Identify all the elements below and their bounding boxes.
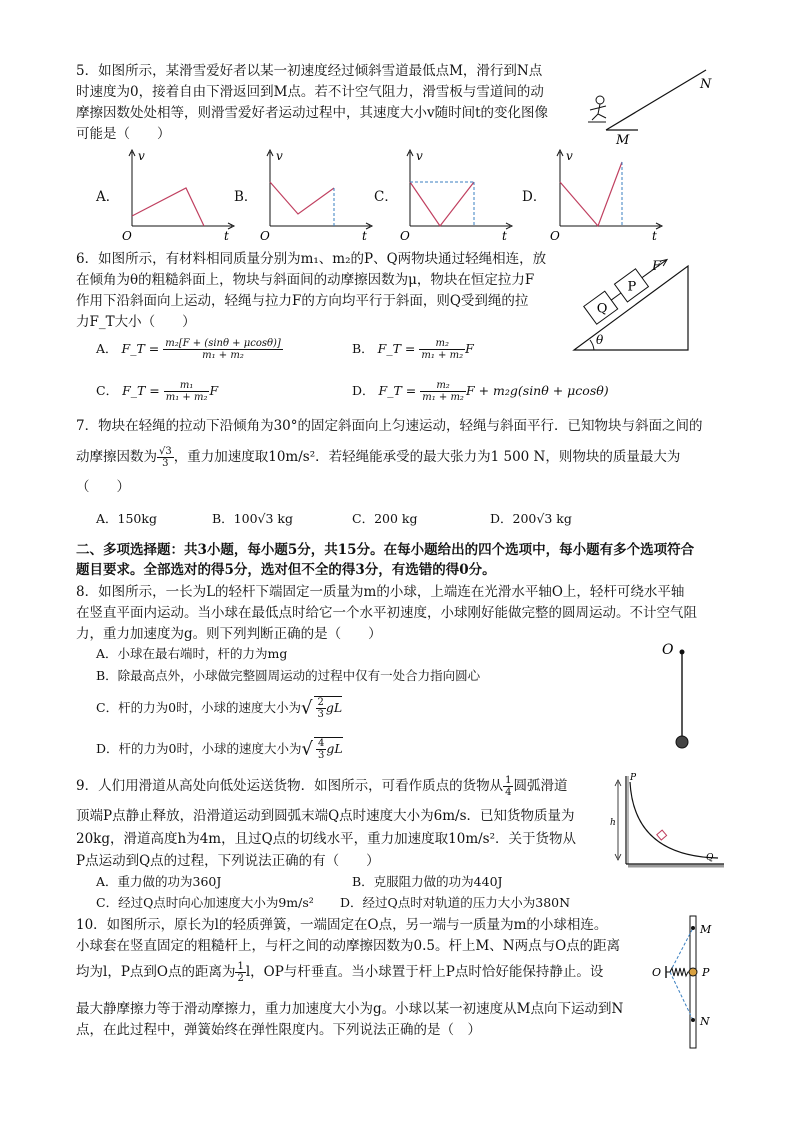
point-P-label: P [630,773,637,783]
incline-figure [570,256,700,356]
q10-line-5: 点，在此过程中，弹簧始终在弹性限度内。下列说法正确的是（ ） [76,1022,481,1038]
q10-line-1: 10．如图所示，原长为l的轻质弹簧，一端固定在O点，另一端与一质量为m的小球相连。 [76,917,608,933]
point-N-label: N [700,1015,710,1028]
q9-option-C: C．经过Q点时向心加速度大小为9m/s² [96,895,314,910]
graph-A-o: O [122,229,132,243]
ski-slope-figure [576,58,726,148]
q6-line-3: 作用下沿斜面向上运动，轻绳与拉力F的方向均平行于斜面，则Q受到绳的拉 [76,293,529,309]
q5-line-2: 时速度为0，接着自由下滑返回到M点。若不计空气阻力，滑雪板与雪道间的动 [76,84,544,100]
graph-A-v: v [138,149,145,163]
slide-figure [604,770,730,870]
spring-rod-figure [648,912,724,1052]
block-Q-label: Q [596,301,608,317]
q8-line-1: 8．如图所示，一长为L的轻杆下端固定一质量为m的小球，上端连在光滑水平轴O上，轻杆可绕水平轴 [76,584,685,600]
q9-line-1: 9．人们用滑道从高处向低处运送货物．如图所示，可看作质点的货物从 $\frac{1}{4}$ 圆弧滑道 [76,775,568,798]
graph-B [258,148,378,244]
q6-option-A: A． F_T = $\frac{\text{m₂[F + (sinθ + μcosθ)]}}{\text{m₁ + m₂}}$ [96,338,281,361]
q8-line-3: 力，重力加速度为g。则下列判断正确的是（ ） [76,626,382,642]
q7-option-A: A．150kg [96,511,157,526]
graph-B-letter: B． [234,189,258,205]
graph-A [120,148,240,244]
graph-D-letter: D． [522,189,547,205]
q10-line-2: 小球套在竖直固定的粗糙杆上，与杆之间的动摩擦因数为0.5。杆上M、N两点与O点的距离 [76,938,621,954]
graph-C-v: v [416,149,423,163]
graph-B-o: O [260,229,270,243]
point-M-label: M [700,923,712,936]
q7-option-B: B．100√3 kg [212,511,294,526]
q7-line-2: 动摩擦因数为 $\frac{√3}{3}$ ，重力加速度取10m/s²．若轻绳能承受的最大张力为1 500 N，则物块的质量最大为 [76,446,681,469]
graph-A-t: t [224,229,229,243]
graph-A-letter: A． [96,189,120,205]
q10-line-4: 最大静摩擦力等于滑动摩擦力，重力加速度大小为g。小球以某一初速度从M点向下运动到N [76,1001,624,1017]
graph-D-o: O [550,229,560,243]
label-M: M [616,133,630,148]
q8-option-C: C．杆的力为0时，小球的速度大小为√ $\frac{2}{3}$ gL [96,697,343,720]
graph-D [548,148,668,244]
q7-line-3: （ ） [76,479,130,495]
q7-option-C: C．200 kg [352,511,418,526]
axis-O-label: O [662,642,674,658]
graph-C-t: t [502,229,507,243]
rod-ball-figure [658,640,698,760]
q9-option-A: A．重力做的功为360J [96,874,222,889]
q7-option-D: D．200√3 kg [490,511,572,526]
graph-C-letter: C． [374,189,398,205]
q6-line-4: 力F_T大小（ ） [76,314,196,330]
q10-line-3: 均为l，P点到O点的距离为 $\frac{1}{2}$ l，OP与杆垂直。当小球置于杆上P点时恰好能保持静止。设 [76,961,604,984]
graph-B-v: v [276,149,283,163]
section2-heading-line-2: 题目要求。全部选对的得5分，选对但不全的得3分，有选错的得0分。 [76,562,496,578]
point-O-label: O [652,966,662,979]
q5-line-3: 摩擦因数处处相等，则滑雪爱好者运动过程中，其速度大小v随时间t的变化图像 [76,105,549,121]
q5-line-1: 5．如图所示，某滑雪爱好者以某一初速度经过倾斜雪道最低点M，滑行到N点 [76,63,543,79]
q8-option-B: B．除最高点外，小球做完整圆周运动的过程中仅有一处合力指向圆心 [96,668,481,683]
q8-option-D: D．杆的力为0时，小球的速度大小为√ $\frac{4}{3}$ gL [96,738,343,761]
q9-option-B: B．克服阻力做的功为440J [352,874,503,889]
graph-C [398,148,518,244]
block-P-label: P [627,279,637,295]
theta-label: θ [596,333,604,347]
graph-D-v: v [566,149,573,163]
label-N: N [700,77,712,92]
graph-C-o: O [400,229,410,243]
force-F-label: F [652,259,662,274]
q8-line-2: 在竖直平面内运动。当小球在最低点时给它一个水平初速度，小球刚好能做完整的圆周运动。不计空气阻 [76,605,697,621]
height-h-label: h [610,818,616,828]
q8-option-A: A．小球在最右端时，杆的力为mg [96,646,288,661]
section2-heading-line-1: 二、多项选择题：共3小题，每小题5分，共15分。在每小题给出的四个选项中，每小题有多个选项符合 [76,542,695,558]
q7-line-1: 7．物块在轻绳的拉动下沿倾角为30°的固定斜面向上匀速运动，轻绳与斜面平行．已知物块与斜面之间的 [76,418,703,434]
graph-D-t: t [652,229,657,243]
q6-option-B: B． F_T = $\frac{\text{m₂}}{\text{m₁ + m₂}}$ F [352,338,474,361]
q6-line-2: 在倾角为θ的粗糙斜面上，物块与斜面间的动摩擦因数为μ，物块在恒定拉力F [76,272,535,288]
point-Q-label: Q [706,853,714,863]
q9-line-2: 顶端P点静止释放，沿滑道运动到圆弧末端Q点时速度大小为6m/s．已知货物质量为 [76,808,575,824]
q9-line-4: P点运动到Q点的过程，下列说法正确的有（ ） [76,853,380,869]
q6-option-D: D． F_T = $\frac{\text{m₂}}{\text{m₁ + m₂}}$ F + m₂g(sinθ + μcosθ) [352,380,609,403]
point-P-label: P [702,966,710,979]
graph-B-t: t [362,229,367,243]
q6-line-1: 6．如图所示，有材料相同质量分别为m₁、m₂的P、Q两物块通过轻绳相连，放 [76,251,547,267]
q9-option-D: D．经过Q点时对轨道的压力大小为380N [340,895,571,910]
q6-option-C: C． F_T = $\frac{\text{m₁}}{\text{m₁ + m₂}}$ F [96,380,219,403]
q5-line-4: 可能是（ ） [76,126,171,142]
q9-line-3: 20kg，滑道高度h为4m，且过Q点的切线水平，重力加速度取10m/s²．关于货物从 [76,831,577,847]
